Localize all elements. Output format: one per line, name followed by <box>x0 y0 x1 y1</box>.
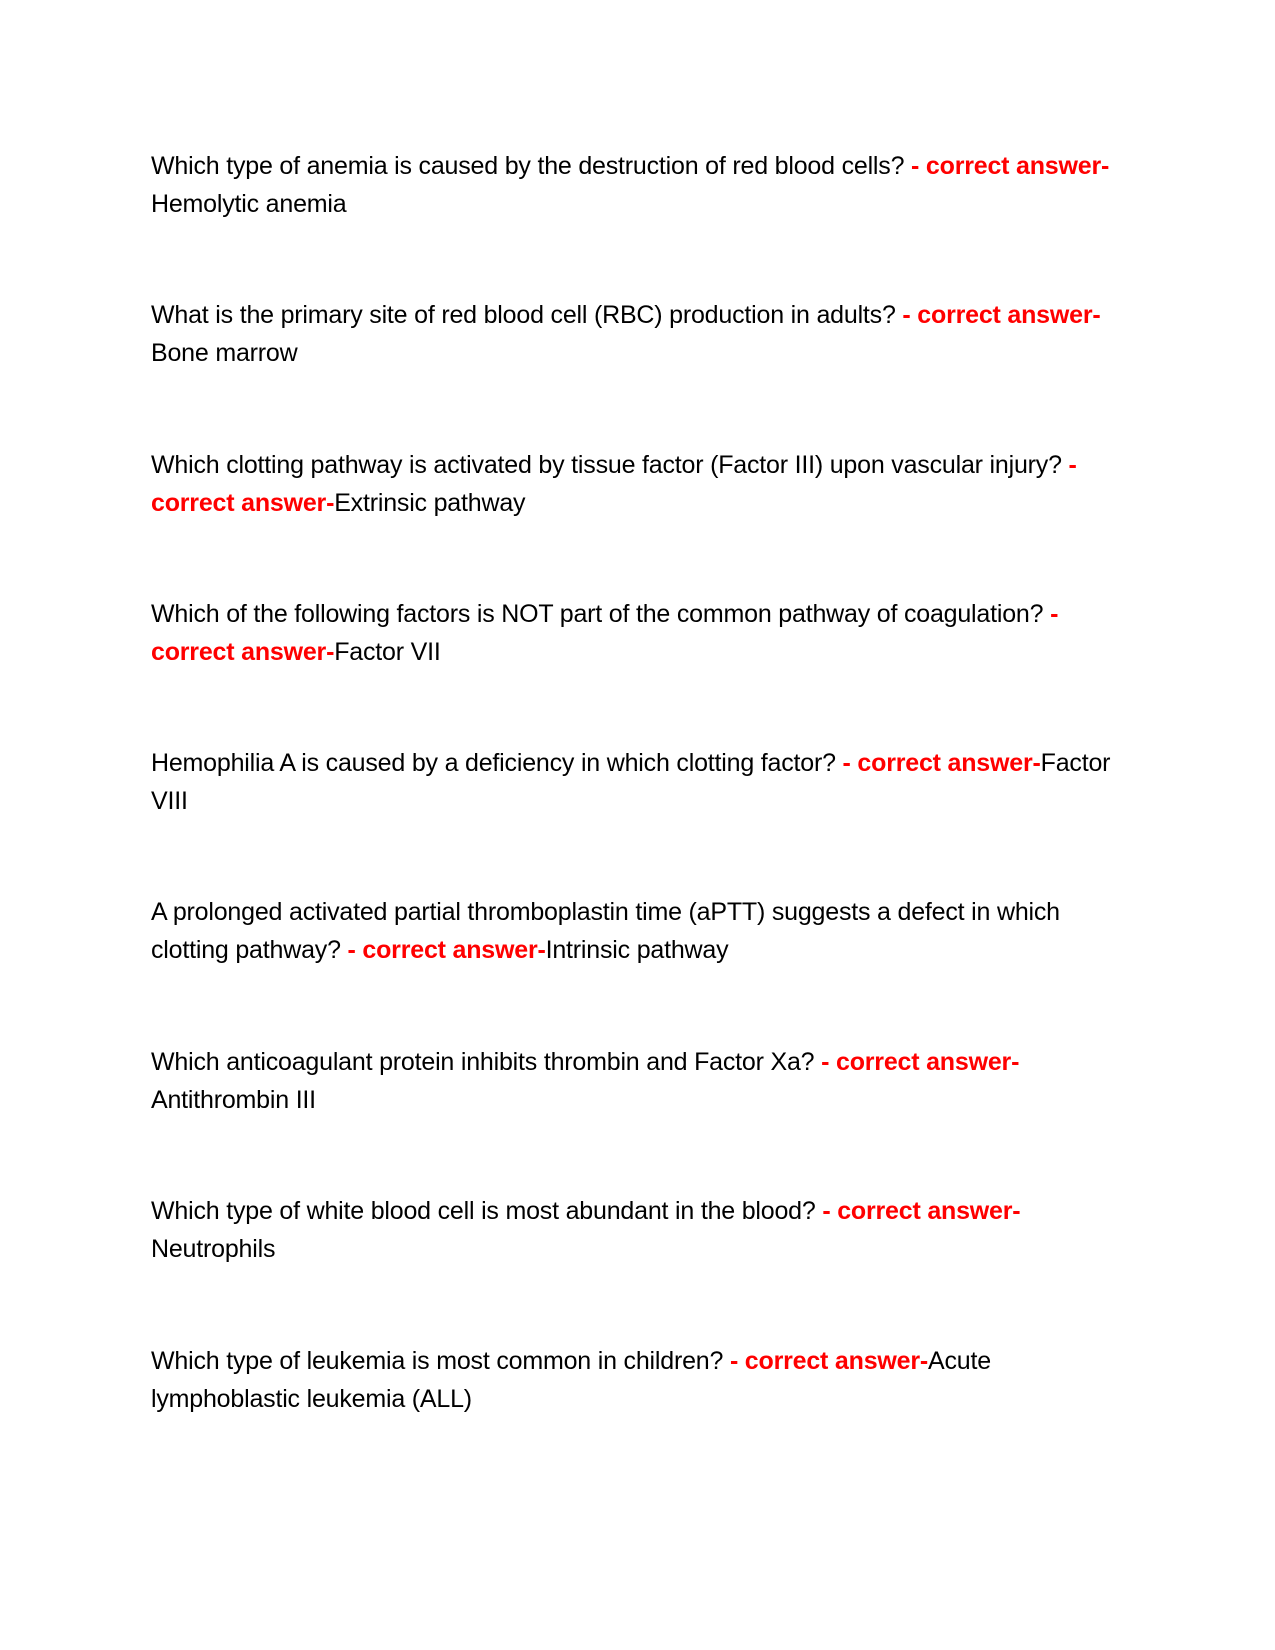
question-text: Which of the following factors is NOT part of the common pathway of coagulation? <box>151 600 1051 628</box>
qa-item <box>151 1043 1126 1119</box>
correct-answer-label: - correct answer- <box>347 936 546 964</box>
question-text: Which clotting pathway is activated by tissue factor (Factor III) upon vascular injury? <box>151 451 1069 479</box>
answer-text: Neutrophils <box>151 1235 276 1263</box>
correct-answer-label: - correct answer- <box>821 1048 1020 1076</box>
question-text: Hemophilia A is caused by a deficiency in which clotting factor? <box>151 749 843 777</box>
answer-text: Antithrombin III <box>151 1086 316 1114</box>
qa-item <box>151 296 1126 372</box>
question-text: Which type of leukemia is most common in children? <box>151 1347 730 1375</box>
correct-answer-label: - correct answer- <box>151 451 1077 517</box>
correct-answer-label: - correct answer- <box>902 301 1101 329</box>
qa-item <box>151 1192 1126 1268</box>
qa-item <box>151 744 1126 820</box>
qa-item <box>151 1342 1126 1418</box>
correct-answer-label: - correct answer- <box>911 152 1110 180</box>
answer-text: Extrinsic pathway <box>334 489 526 517</box>
answer-text: Intrinsic pathway <box>545 936 729 964</box>
qa-item <box>151 147 1126 223</box>
question-text: A prolonged activated partial thromboplastin time (aPTT) suggests a defect in which clotting pathway? <box>151 898 1060 964</box>
answer-text: Acute lymphoblastic leukemia (ALL) <box>151 1347 991 1413</box>
correct-answer-label: - correct answer- <box>822 1197 1021 1225</box>
question-text: Which type of anemia is caused by the destruction of red blood cells? <box>151 152 912 180</box>
qa-item <box>151 595 1126 671</box>
question-text: What is the primary site of red blood cell (RBC) production in adults? <box>151 301 903 329</box>
answer-text: Bone marrow <box>151 339 298 367</box>
correct-answer-label: - correct answer- <box>151 600 1059 666</box>
correct-answer-label: - correct answer- <box>729 1347 929 1375</box>
correct-answer-label: - correct answer- <box>842 749 1041 777</box>
answer-text: Hemolytic anemia <box>151 190 347 218</box>
question-text: Which type of white blood cell is most abundant in the blood? <box>151 1197 823 1225</box>
answer-text: Factor VII <box>334 638 441 666</box>
question-text: Which anticoagulant protein inhibits thrombin and Factor Xa? <box>151 1048 822 1076</box>
answer-text: Factor VIII <box>151 749 1111 815</box>
qa-item <box>151 893 1126 969</box>
qa-item <box>151 446 1126 522</box>
